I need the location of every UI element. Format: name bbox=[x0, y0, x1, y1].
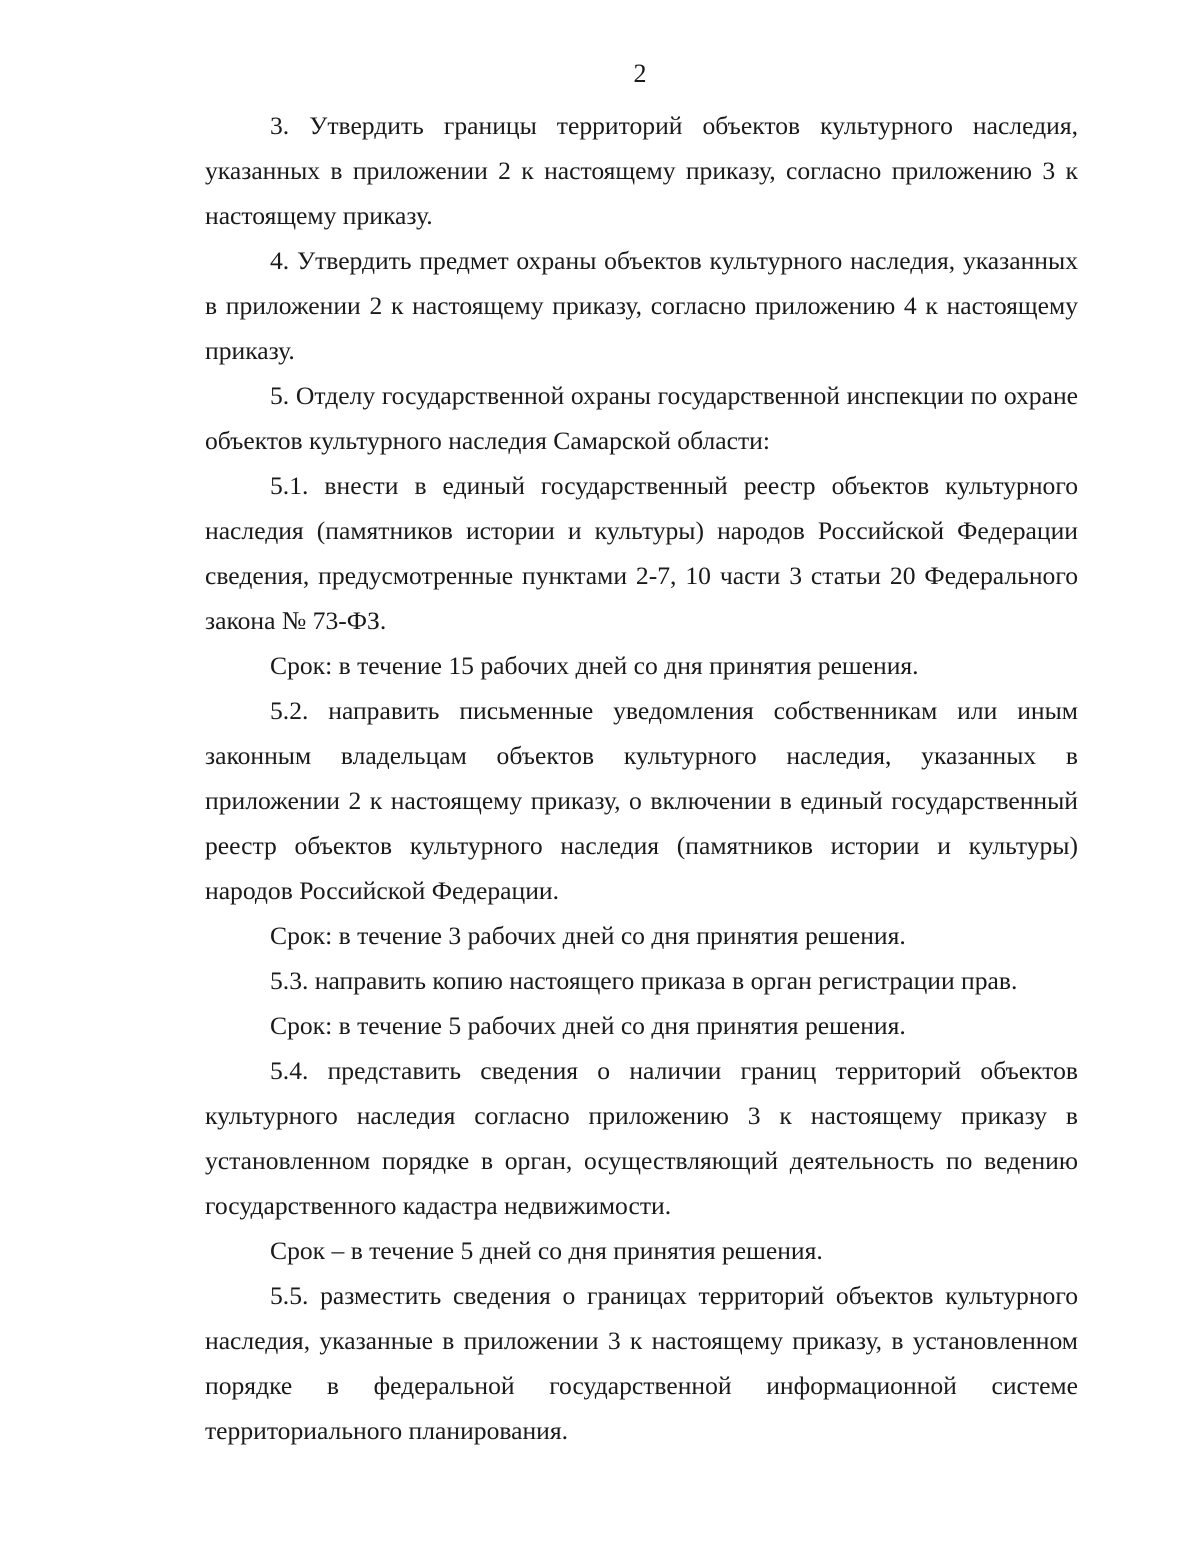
page-number: 2 bbox=[633, 59, 647, 88]
deadline-5-3: Срок: в течение 5 рабочих дней со дня принятия решения. bbox=[270, 1011, 906, 1040]
deadline-5-2: Срок: в течение 3 рабочих дней со дня принятия решения. bbox=[270, 921, 906, 950]
paragraph-5-3: 5.3. направить копию настоящего приказа в орган регистрации прав. bbox=[270, 966, 1018, 995]
deadline-5-4: Срок – в течение 5 дней со дня принятия решения. bbox=[270, 1236, 823, 1265]
paragraph-5-5: 5.5. разместить сведения о границах территорий объектов культурного наследия, указанные в приложении 3 к настоящему приказу, в установленном порядке в федеральной государственной информационной системе территориального планирования. bbox=[205, 1281, 1078, 1445]
paragraph-5-2: 5.2. направить письменные уведомления собственникам или иным законным владельцам объектов культурного наследия, указанных в приложении 2 к настоящему приказу, о включении в единый государственный реестр объектов культурного наследия (памятников истории и культуры) народов Российской Федерации. bbox=[205, 696, 1078, 905]
deadline-5-1: Срок: в течение 15 рабочих дней со дня принятия решения. bbox=[270, 651, 919, 680]
paragraph-5-1: 5.1. внести в единый государственный реестр объектов культурного наследия (памятников истории и культуры) народов Российской Федерации сведения, предусмотренные пунктами 2-7, 10 части 3 статьи 20 Федерального закона № 73-ФЗ. bbox=[205, 471, 1078, 635]
document-body bbox=[205, 103, 1078, 1453]
paragraph-5-4: 5.4. представить сведения о наличии границ территорий объектов культурного наследия согласно приложению 3 к настоящему приказу в установленном порядке в орган, осуществляющий деятельность по ведению государственного кадастра недвижимости. bbox=[205, 1056, 1078, 1220]
paragraph-3: 3. Утвердить границы территорий объектов культурного наследия, указанных в приложении 2 к настоящему приказу, согласно приложению 3 к настоящему приказу. bbox=[205, 111, 1078, 230]
paragraph-5: 5. Отделу государственной охраны государственной инспекции по охране объектов культурного наследия Самарской области: bbox=[205, 381, 1078, 455]
paragraph-4: 4. Утвердить предмет охраны объектов культурного наследия, указанных в приложении 2 к настоящему приказу, согласно приложению 4 к настоящему приказу. bbox=[205, 246, 1078, 365]
